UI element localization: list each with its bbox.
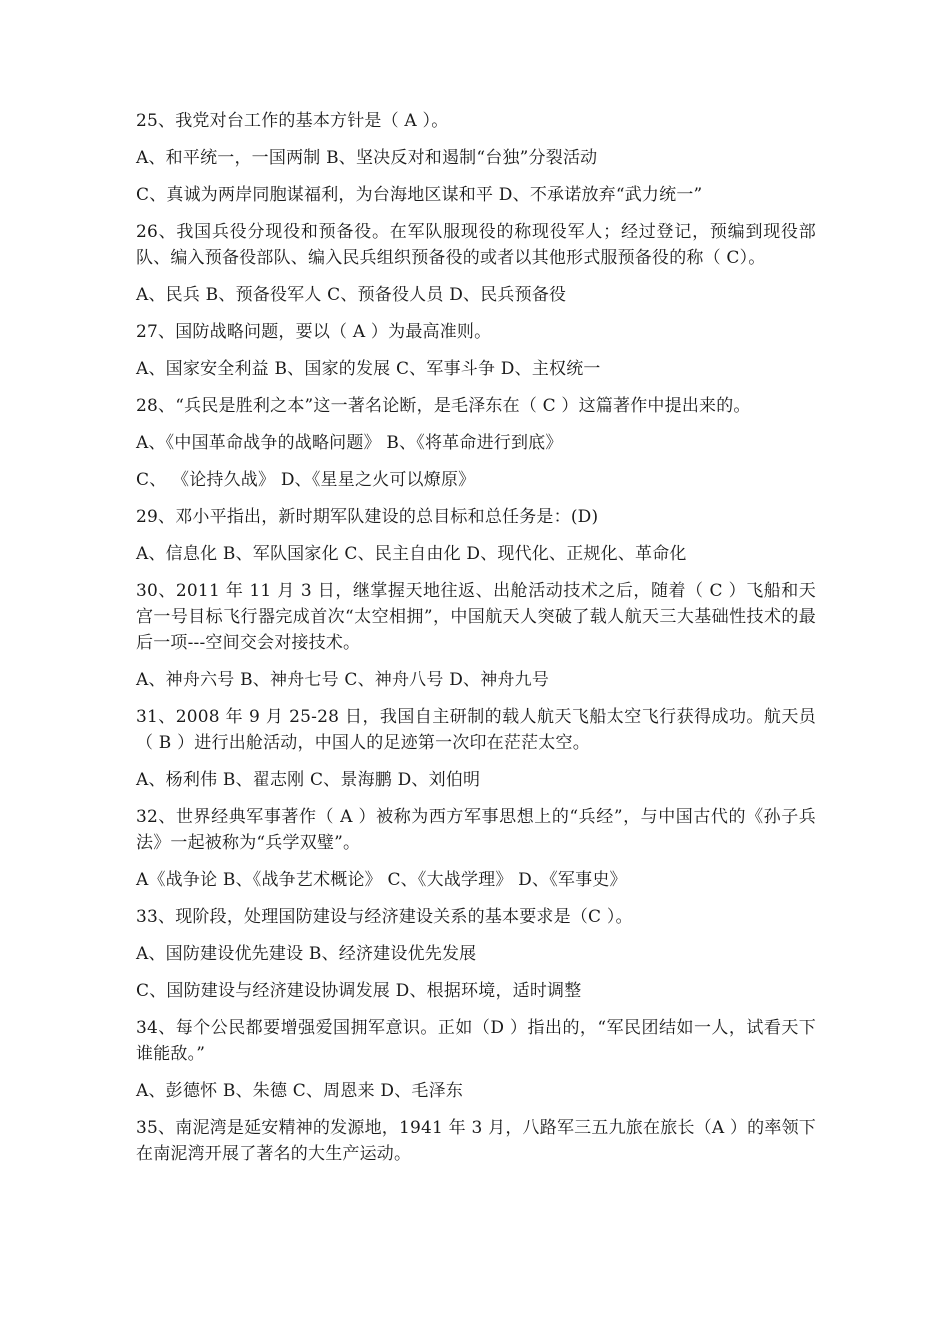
question-32: 32、世界经典军事著作（ A ）被称为西方军事思想上的“兵经”，与中国古代的《孙子兵法》一起被称为“兵学双璧”。 [136,807,816,853]
options-34: A、彭德怀 B、朱德 C、周恩来 D、毛泽东 [136,1081,464,1101]
options-31: A、杨利伟 B、翟志刚 C、景海鹏 D、刘伯明 [136,770,481,790]
document-page [136,108,816,1167]
question-25: 25、我党对台工作的基本方针是（ A ）。 [136,111,449,131]
options-25-ab: A、和平统一，一国两制 B、坚决反对和遏制“台独”分裂活动 [136,148,598,168]
options-30: A、神舟六号 B、神舟七号 C、神舟八号 D、神舟九号 [136,670,550,690]
question-29: 29、邓小平指出，新时期军队建设的总目标和总任务是：(D) [136,507,599,527]
question-34: 34、每个公民都要增强爱国拥军意识。正如（D ）指出的，“军民团结如一人，试看天下谁能敌。” [136,1018,816,1064]
question-28: 28、“兵民是胜利之本”这一著名论断，是毛泽东在（ C ）这篇著作中提出来的。 [136,396,751,416]
options-25-cd: C、真诚为两岸同胞谋福利，为台海地区谋和平 D、不承诺放弃“武力统一” [136,185,703,205]
options-29: A、信息化 B、军队国家化 C、民主自由化 D、现代化、正规化、革命化 [136,544,687,564]
question-26: 26、我国兵役分现役和预备役。在军队服现役的称现役军人；经过登记，预编到现役部队、编入预备役部队、编入民兵组织预备役的或者以其他形式服预备役的称（ C）。 [136,222,816,268]
options-32: A《战争论 B、《战争艺术概论》 C、《大战学理》 D、《军事史》 [136,870,627,890]
options-28-cd: C、 《论持久战》 D、《星星之火可以燎原》 [136,470,476,490]
options-28-ab: A、《中国革命战争的战略问题》 B、《将革命进行到底》 [136,433,563,453]
question-30: 30、2011 年 11 月 3 日，继掌握天地往返、出舱活动技术之后，随着（ C ）飞船和天宫一号目标飞行器完成首次“太空相拥”，中国航天人突破了载人航天三大基础性技术的最后一项---空间交会对接技术。 [136,581,816,653]
question-31: 31、2008 年 9 月 25-28 日，我国自主研制的载人航天飞船太空飞行获得成功。航天员（ B ）进行出舱活动，中国人的足迹第一次印在茫茫太空。 [136,707,816,753]
options-27: A、国家安全利益 B、国家的发展 C、军事斗争 D、主权统一 [136,359,601,379]
question-35: 35、南泥湾是延安精神的发源地，1941 年 3 月，八路军三五九旅在旅长（A ）的率领下在南泥湾开展了著名的大生产运动。 [136,1118,816,1164]
options-33-ab: A、国防建设优先建设 B、经济建设优先发展 [136,944,477,964]
options-26: A、民兵 B、预备役军人 C、预备役人员 D、民兵预备役 [136,285,567,305]
question-27: 27、国防战略问题，要以（ A ）为最高准则。 [136,322,492,342]
question-33: 33、现阶段，处理国防建设与经济建设关系的基本要求是（C ）。 [136,907,633,927]
options-33-cd: C、国防建设与经济建设协调发展 D、根据环境，适时调整 [136,981,582,1001]
